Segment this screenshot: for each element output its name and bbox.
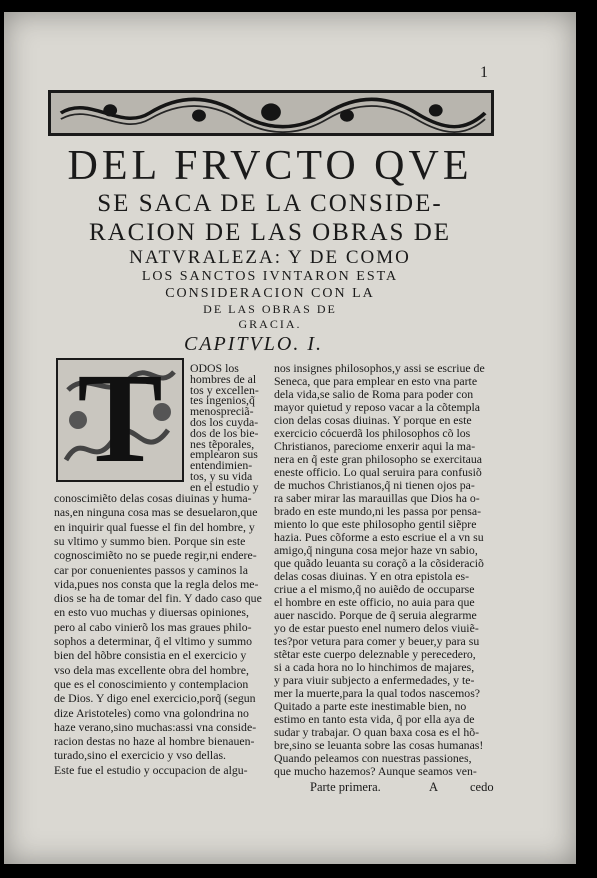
text-line: stẽtar este cuerpo deleznable y perecedero, (274, 647, 476, 661)
text-line: dos de los bie- (190, 425, 259, 440)
title-line-8: GRACIA. (238, 317, 302, 331)
text-line: amigo,q̃ ninguna cosa mejor haze vn sabio, (274, 543, 478, 557)
text-line: que mucho hazemos? Aunque seamos ven- (274, 764, 477, 778)
text-line: ra saber mirar las marauillas que Dios ha o- (274, 491, 480, 505)
text-line: y para viuir subjecto a enfermedades, y te- (274, 673, 475, 687)
signature-mark: A (429, 780, 439, 794)
text-line: conoscimiẽto delas cosas diuinas y huma- (54, 491, 252, 505)
text-line: bre,sino se leuanta sobre las cosas humanas! (274, 738, 484, 752)
text-line: eneste officio. Lo qual seruira para confusiõ (274, 465, 482, 479)
text-line: pero al cabo vinierõ los mas graues philo- (54, 619, 252, 634)
text-line: cognoscimiẽto no se puede regir,ni endere- (54, 548, 257, 563)
running-title: Parte primera. (310, 780, 381, 794)
text-line: en esto vuo muchas y diuersas opiniones, (54, 605, 249, 620)
text-line: en inquirir qual fuesse el fin del hombre, y (54, 519, 255, 534)
catchword: cedo (470, 780, 494, 794)
text-line: nas,en ninguna cosa mas se desuelaron,que (54, 505, 258, 520)
text-line: dela vida,se salio de Roma para poder con (274, 387, 474, 401)
page-number: 1 (480, 64, 488, 81)
drop-cap-letter: T (77, 347, 163, 489)
text-line: Quando peleamos con nuestras passiones, (274, 751, 472, 765)
text-line: nos insignes philosophos,y assi se escriue de (274, 361, 485, 375)
text-line: sophos a determinar, q̃ el vltimo y summo (54, 634, 253, 648)
title-line-2: SE SACA DE LA CONSIDE- (97, 190, 443, 217)
text-line: en el estudio y (190, 479, 259, 494)
text-line: brado en este mundo,ni les passa por pensa- (274, 504, 482, 518)
text-line: dize Aristoteles) como vna golondrina no (54, 705, 249, 720)
text-line: dos los cuyda- (190, 415, 259, 429)
decorated-initial (56, 347, 184, 489)
text-line: sudar y trabajar. O quan baxa cosa es el hõ- (274, 725, 480, 739)
text-line: hombres de al (190, 371, 257, 386)
text-line: tes?por vetura para comer y beuer,y para su (274, 634, 480, 648)
text-line: que es el conoscimiento y contemplacion (54, 676, 249, 691)
text-line: si a cada hora no lo hinchimos de majares, (274, 660, 475, 674)
text-line: auer nascido. Porque de q̃ seruia alegrarme (274, 608, 477, 622)
text-line: criue a el mismo,q̃ no auiẽdo de occuparse (274, 582, 475, 596)
text-line: entendimien- (190, 458, 253, 473)
text-line: tes ingenios,q̃ (190, 393, 255, 408)
text-line: exercicio cócuerdã los philosophos cõ los (274, 426, 471, 440)
text-line: haze verano,sino muchas:assi vna conside- (54, 719, 257, 734)
title-line-3: RACION DE LAS OBRAS DE (88, 219, 452, 246)
text-line: Quitado a parte este inestimable bien, no (274, 699, 467, 713)
text-line: tos, y su vida (190, 469, 253, 483)
text-line: nera en q̃ este gran philosopho se exercitaua (274, 452, 483, 466)
headpiece-ornament (51, 93, 491, 133)
text-line: bien del hõbre consistia en el exercicio y (54, 648, 247, 663)
text-line: Seneca, que para emplear en esto vna parte (274, 374, 478, 388)
text-line: menospreciã- (190, 404, 254, 419)
text-line: turado,sino el exercicio y vso dellas. (54, 748, 226, 763)
title-line-5: LOS SANCTOS IVNTARON ESTA (141, 269, 399, 284)
text-line: delas cosas diuinas. Y en otra epistola es- (274, 569, 470, 583)
text-line: de Dios. Y digo enel exercicio,porq̃ (segun (54, 691, 256, 706)
chapter-heading: CAPITVLO. I. (184, 333, 323, 355)
text-line: Este fue el estudio y occupacion de algu- (54, 762, 248, 777)
text-line: car por conuenientes passos y caminos la (54, 562, 248, 577)
text-line: estimo en tanto esta vida, q̃ por ella aya de (274, 712, 475, 726)
text-line: racion destas no haze al hombre bienauen- (54, 734, 255, 749)
text-line: el hombre en este officio, no auia para que (274, 595, 475, 609)
text-line: su vltimo y summo bien. Porque sin este (54, 533, 246, 548)
book-page (4, 12, 576, 864)
text-line: de muchos Christianos,q̃ ni tienen ojos pa- (274, 478, 475, 492)
text-line: miento lo que este philosopho gentil siẽpre (274, 517, 477, 531)
text-line: dios se ha de tomar del fin. Y dado caso que (54, 591, 262, 606)
text-line: emplearon sus (190, 447, 258, 462)
title-line-7: DE LAS OBRAS DE (203, 302, 337, 316)
text-line: vso dela mas excellente obra del hombre, (54, 662, 249, 677)
title-line-4: NATVRALEZA: Y DE COMO (129, 247, 411, 268)
text-line: mer la muerte,para la qual todos nascemos? (274, 686, 481, 700)
text-line: mayor quietud y reposo vacar a la cõtempla (274, 400, 481, 414)
text-line: hazia. Pues cõforme a esto escriue el a vn su (274, 530, 484, 544)
text-line: yo de estar puesto enel numero delos viuiẽ- (274, 621, 479, 635)
title-line-1: DEL FRVCTO QVE (67, 143, 473, 189)
text-line: que quãdo leuanta su coraçõ a la cõsideraciõ (274, 556, 484, 570)
text-line: nes tẽporales, (190, 436, 255, 451)
text-line: vida,pues nos consta que la regla delos me- (54, 576, 259, 591)
title-line-6: CONSIDERACION CON LA (165, 286, 375, 301)
text-line: cion delas cosas diuinas. Y porque en este (274, 413, 472, 427)
ornamental-headpiece (48, 90, 494, 136)
text-line: ODOS los (190, 361, 239, 375)
text-line: tos y excellen- (190, 382, 259, 397)
text-line: Christianos, pareciome enxerir aqui la ma- (274, 439, 476, 453)
